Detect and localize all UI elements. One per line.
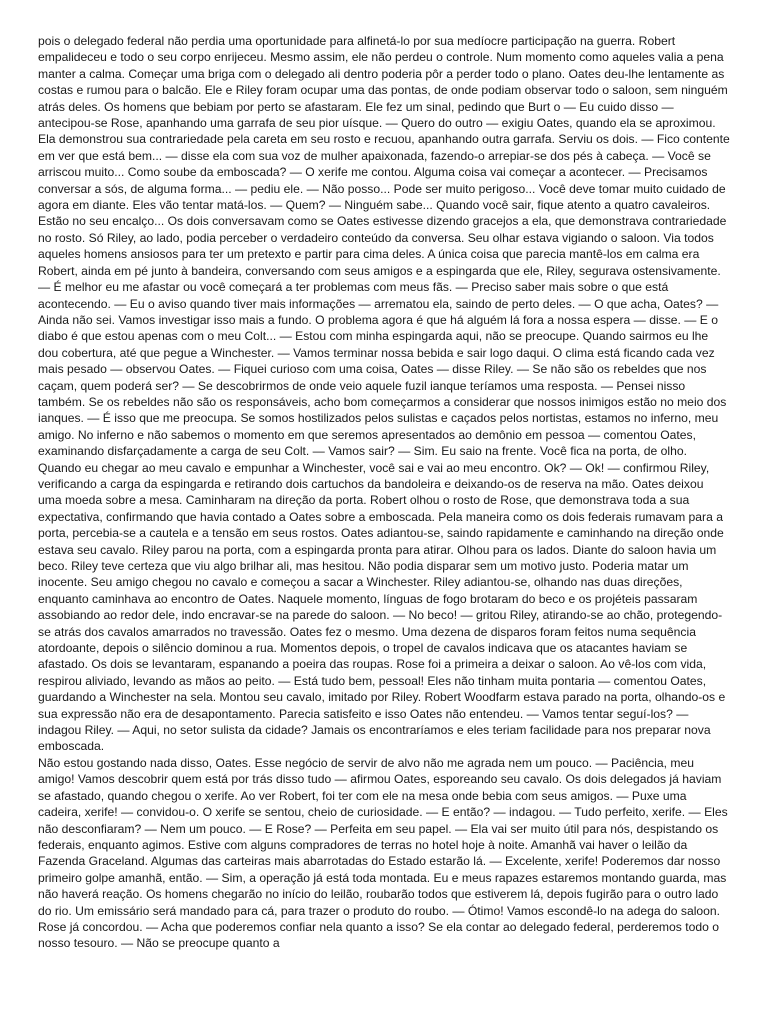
paragraph-2: Não estou gostando nada disso, Oates. Esse negócio de servir de alvo não me agrada nem um pouco. — Paciência, meu amigo! Vamos descobrir quem está por trás disso tudo — afirmou Oates, esporeando seu cavalo. Os dois delegados já haviam se afastado, quando chegou o xerife. Ao ver Robert, foi ter com ele na mesa onde bebia com seus amigos. — Puxe uma cadeira, xerife! — convidou-o. O xerife se sentou, cheio de curiosidade. — E então? — indagou. — Tudo perfeito, xerife. — Eles não desconfiaram? — Nem um pouco. — E Rose? — Perfeita em seu papel. — Ela vai ser muito útil para nós, despistando os federais, enquanto agimos. Estive com alguns compradores de terras no hotel hoje à noite. Amanhã vai haver o leilão da Fazenda Graceland. Algumas das carteiras mais abarrotadas do Estado estarão lá. — Excelente, xerife! Poderemos dar nosso primeiro golpe amanhã, então. — Sim, a operação já está toda montada. Eu e meus rapazes estaremos montando guarda, mas não haverá reação. Os homens chegarão no início do leilão, roubarão todos que estiverem lá, depois fugirão para o outro lado do rio. Um emissário será mandado para cá, para trazer o produto do roubo. — Ótimo! Vamos escondê-lo na adega do saloon. Rose já concordou. — Acha que poderemos confiar nela quanto a isso? Se ela contar ao delegado federal, perderemos todo o nosso tesouro. — Não se preocupe quanto a — [38, 755, 728, 951]
paragraph-1: pois o delegado federal não perdia uma oportunidade para alfinetá-lo por sua medíocre participação na guerra. Robert empalideceu e todo o seu corpo enrijeceu. Mesmo assim, ele não perdeu o controle. Num momento como aqueles valia a pena manter a calma. Começar uma briga com o delegado ali dentro poderia pôr a perder todo o plano. Oates deu-lhe lentamente as costas e rumou para o balcão. Ele e Riley foram ocupar uma das pontas, de onde podiam observar todo o saloon, sem ninguém atrás deles. Os homens que bebiam por perto se afastaram. Ele fez um sinal, pedindo que Burt o — Eu cuido disso — antecipou-se Rose, apanhando uma garrafa de seu pior uísque. — Quero do outro — exigiu Oates, quando ela se aproximou. Ela demonstrou sua contrariedade pela careta em seu rosto e recuou, apanhando outra garrafa. Serviu os dois. — Fico contente em ver que está bem... — disse ela com sua voz de mulher apaixonada, fazendo-o arrepiar-se dos pés à cabeça. — Você se arriscou muito... Como soube da emboscada? — O xerife me contou. Alguma coisa vai começar a acontecer. — Precisamos conversar a sós, de alguma forma... — pediu ele. — Não posso... Pode ser muito perigoso... Você deve tomar muito cuidado de agora em diante. Eles vão tentar matá-los. — Quem? — Ninguém sabe... Quando você sair, fique atento a quatro cavaleiros. Estão no seu encalço... Os dois conversavam como se Oates estivesse dizendo gracejos a ela, que demonstrava contrariedade no rosto. Só Riley, ao lado, podia perceber o verdadeiro conteúdo da conversa. Seu olhar estava vigiando o saloon. Via todos aqueles homens ansiosos para ter um pretexto e partir para cima deles. A única coisa que parecia mantê-los em calma era Robert, ainda em pé junto à bandeira, conversando com seus amigos e a espingarda que ele, Riley, segurava ostensivamente. — É melhor eu me afastar ou você começará a ter problemas com meus fãs. — Preciso saber mais sobre o que está acontecendo. — Eu o aviso quando tiver mais informações — arrematou ela, saindo de perto deles. — O que acha, Oates? — Ainda não sei. Vamos investigar isso mais a fundo. O problema agora é que há alguém lá fora a nossa espera — disse. — E o diabo é que estou apenas com o meu Colt... — Estou com minha espingarda aqui, não se preocupe. Quando sairmos eu lhe dou cobertura, até que pegue a Winchester. — Vamos terminar nossa bebida e sair logo daqui. O clima está ficando cada vez mais pesado — observou Oates. — Fiquei curioso com uma coisa, Oates — disse Riley. — Se não são os rebeldes que nos caçam, quem poderá ser? — Se descobrirmos de onde veio aquele fuzil ianque teríamos uma resposta. — Pensei nisso também. Se os rebeldes não são os responsáveis, acho bom começarmos a considerar que nossos inimigos estão no meio dos ianques. — É isso que me preocupa. Se somos hostilizados pelos sulistas e caçados pelos nortistas, estamos no inferno, meu amigo. No inferno e não sabemos o momento em que seremos apresentados ao demônio em pessoa — comentou Oates, examinando disfarçadamente a carga de seu Colt. — Vamos sair? — Sim. Eu saio na frente. Você fica na porta, de olho. Quando eu chegar ao meu cavalo e empunhar a Winchester, você sai e vai ao meu encontro. Ok? — Ok! — confirmou Riley, verificando a carga da espingarda e retirando dois cartuchos da bandoleira e deixando-os de reserva na mão. Oates deixou uma moeda sobre a mesa. Caminharam na direção da porta. Robert olhou o rosto de Rose, que demonstrava toda a sua expectativa, confirmando que havia contado a Oates sobre a emboscada. Pela maneira como os dois federais rumavam para a porta, percebia-se a cautela e a tensão em seus rostos. Oates adiantou-se, saindo rapidamente e caminhando na direção onde estava seu cavalo. Riley parou na porta, com a espingarda pronta para atirar. Olhou para os lados. Diante do saloon havia um beco. Riley teve certeza que viu algo brilhar ali, mas hesitou. Não podia disparar sem um motivo justo. Poderia matar um inocente. Seu amigo chegou no cavalo e começou a sacar a Winchester. Riley adiantou-se, olhando nas duas direções, enquanto caminhava ao encontro de Oates. Naquele momento, línguas de fogo brotaram do beco e os projéteis passaram assobiando ao redor dele, indo encravar-se na parede do saloon. — No beco! — gritou Riley, atirando-se ao chão, protegendo-se atrás dos cavalos amarrados no travessão. Oates fez o mesmo. Uma dezena de disparos foram feitos numa sequência atordoante, depois o silêncio dominou a rua. Momentos depois, o tropel de cavalos indicava que os atacantes haviam se afastado. Os dois se levantaram, espanando a poeira das roupas. Rose foi a primeira a deixar o saloon. Ao vê-los com vida, respirou aliviado, levando as mãos ao peito. — Está tudo bem, pessoal! Eles não tinham muita pontaria — comentou Oates, guardando a Winchester na sela. Montou seu cavalo, imitado por Riley. Robert Woodfarm estava parado na porta, olhando-os e sua expressão não era de desapontamento. Parecia satisfeito e isso Oates não entendeu. — Vamos tentar seguí-los? — indagou Riley. — Aqui, no setor sulista da cidade? Jamais os encontraríamos e eles teriam facilidade para nos preparar nova emboscada. — [38, 34, 730, 754]
